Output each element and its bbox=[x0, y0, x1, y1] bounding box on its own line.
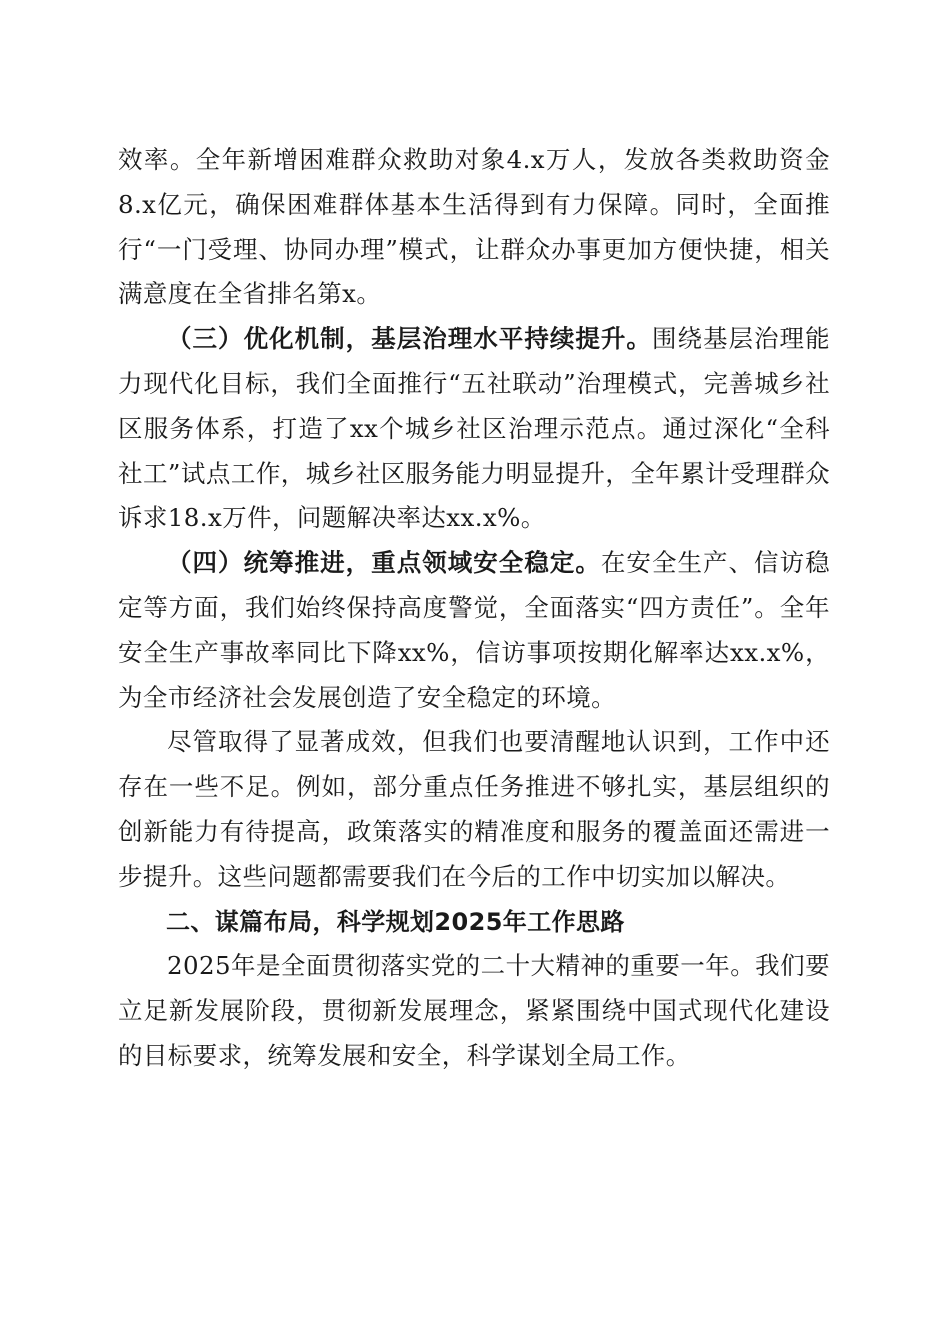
paragraph-text: 2025年是全面贯彻落实党的二十大精神的重要一年。我们要立足新发展阶段，贯彻新发展理念，紧紧围绕中国式现代化建设的目标要求，统筹发展和安全，科学谋划全局工作。 bbox=[118, 951, 830, 1070]
paragraph-2025-outlook bbox=[118, 944, 830, 1078]
paragraph-grassroots-governance bbox=[118, 317, 830, 541]
paragraph-text: 围绕基层治理能力现代化目标，我们全面推行“五社联动”治理模式，完善城乡社区服务体系，打造了xx个城乡社区治理示范点。通过深化“全科社工”试点工作，城乡社区服务能力明显提升，全年累计受理群众诉求18.x万件，问题解决率达xx.x%。 bbox=[118, 324, 830, 533]
paragraph-text: 在安全生产、信访稳定等方面，我们始终保持高度警觉，全面落实“四方责任”。全年安全生产事故率同比下降xx%，信访事项按期化解率达xx.x%，为全市经济社会发展创造了安全稳定的环境。 bbox=[118, 548, 830, 712]
paragraph-lead: （四）统筹推进，重点领域安全稳定。 bbox=[167, 548, 601, 578]
paragraph-lead: （三）优化机制，基层治理水平持续提升。 bbox=[167, 324, 652, 354]
paragraph-safety-stability bbox=[118, 541, 830, 720]
paragraph-text: 尽管取得了显著成效，但我们也要清醒地认识到，工作中还存在一些不足。例如，部分重点任务推进不够扎实，基层组织的创新能力有待提高，政策落实的精准度和服务的覆盖面还需进一步提升。这些问题都需要我们在今后的工作中切实加以解决。 bbox=[118, 727, 830, 891]
paragraph-shortcomings bbox=[118, 720, 830, 899]
paragraph-relief-efficiency bbox=[118, 138, 830, 317]
paragraph-text: 效率。全年新增困难群众救助对象4.x万人，发放各类救助资金8.x亿元，确保困难群体基本生活得到有力保障。同时，全面推行“一门受理、协同办理”模式，让群众办事更加方便快捷，相关满意度在全省排名第x。 bbox=[118, 145, 830, 309]
document-body bbox=[118, 138, 830, 1079]
section-heading: 二、谋篇布局，科学规划2025年工作思路 bbox=[166, 907, 625, 936]
